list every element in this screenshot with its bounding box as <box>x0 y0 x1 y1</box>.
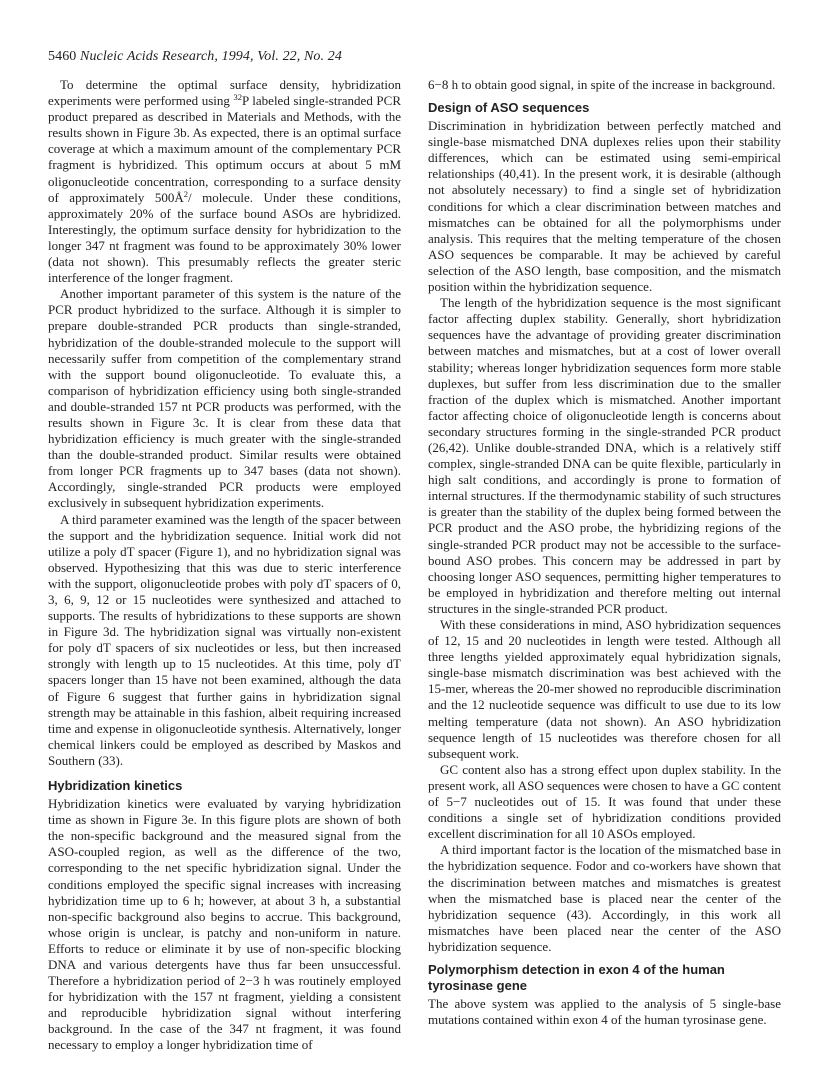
paragraph-continued: 6−8 h to obtain good signal, in spite of the increase in background. <box>428 77 776 92</box>
paragraph-mismatch-location: A third important factor is the location of the mismatched base in the hybridization sequence. Fodor and co-workers have shown that the discrimination between matches and mismatches is greatest when the mismatched base is placed near the center of the hybridization sequence (43). Accordingly, in this work all mismatches have been placed near the center of the ASO hybridization sequence. <box>428 842 781 954</box>
paragraph-considerations: With these considerations in mind, ASO hybridization sequences of 12, 15 and 20 nucleotides in length were tested. Although all three lengths yielded approximately equal hybridization signals, single-base mismatch discrimination was best achieved with the 15-mer, whereas the 20-mer showed no reproducible discrimination and the 12 nucleotide sequence was difficult to use due to its low melting temperature (data not shown). An ASO hybridization sequence length of 15 nucleotides was therefore chosen for all subsequent work. <box>428 617 781 761</box>
running-header <box>48 49 342 65</box>
paragraph-pcr-product: Another important parameter of this system is the nature of the PCR product hybridized to the surface. Although it is simpler to prepare double-stranded PCR products than single-stranded, hybridization of the double-stranded molecule to the support will necessarily suffer from competition of the complementary strand with the support bound oligonucleotide. To evaluate this, a comparison of hybridization efficiency using both single-stranded and double-stranded 157 nt PCR products was performed, with the results shown in Figure 3c. It is clear from these data that hybridization efficiency is much greater with the single-stranded than the double-stranded product. Similar results were obtained from longer PCR fragments up to 347 bases (data not shown). Accordingly, single-stranded PCR products were employed exclusively in subsequent hybridization experiments. <box>48 286 401 511</box>
text-span: P labeled single-stranded PCR product prepared as described in Materials and Methods, with the results shown in Figure 3b. As expected, there is an optimal surface coverage at which a maximum amount of the complementary PCR fragment is hybridized. This optimum occurs at about 5 mM oligonucleotide concentration, corresponding to a surface density of approximately 500Å <box>48 93 401 205</box>
section-heading-aso-design: Design of ASO sequences <box>428 100 590 116</box>
paragraph-spacer-length: A third parameter examined was the length of the spacer between the support and the hybridization sequence. Initial work did not utilize a poly dT spacer (Figure 1), and no hybridization signal was observed. Hypothesizing that this was due to steric interference with the support, oligonucleotide probes with poly dT spacers of 0, 3, 6, 9, 12 or 15 nucleotides were synthesized and attached to supports. The results of hybridizations to these supports are shown in Figure 3d. The hybridization signal was virtually non-existent for poly dT spacers of six nucleotides or less, but then increased strongly with length up to 15 nucleotides. At this time, poly dT spacers longer than 15 have not been examined, although the data of Figure 6 suggest that further gains in hybridization signal strength may be attainable in this fashion, albeit requiring increased time and expense in oligonucleotide synthesis. Alternatively, longer chemical linkers could be employed as described by Maskos and Southern (33). <box>48 511 401 768</box>
paragraph-discrimination: Discrimination in hybridization between perfectly matched and single-base mismatched DNA duplexes relies upon their stability differences, which can be estimated using semi-empirical relationships (40,41). In the present work, it is desirable (although not absolutely necessary) to find a single set of hybridization conditions for which a clear discrimination between matches and mismatches can be obtained for all the polymorphisms under analysis. This requires that the melting temperature of the chosen ASO sequences be comparable. It may be achieved by careful selection of the ASO length, base composition, and the mismatch position within the hybridization sequence. <box>428 118 781 295</box>
right-column <box>428 77 781 1028</box>
text-span: To determine the optimal surface density, hybridization experiments were performed using <box>48 77 401 109</box>
paragraph-gc-content: GC content also has a strong effect upon duplex stability. In the present work, all ASO sequences were chosen to have a GC content of 5−7 nucleotides out of 15. It was found that under these conditions a single set of hybridization conditions provided excellent discrimination for all 10 ASOs employed. <box>428 761 781 842</box>
superscript: 32 <box>233 92 242 103</box>
left-column <box>48 77 401 1054</box>
paragraph-tyrosinase: The above system was applied to the analysis of 5 single-base mutations contained within exon 4 of the human tyrosinase gene. <box>428 995 781 1028</box>
superscript: 2 <box>183 188 188 199</box>
paragraph-surface-density <box>48 77 401 286</box>
text-span: / molecule. Under these conditions, approximately 20% of the surface bound ASOs are hybridized. Interestingly, the optimum surface density for hybridization to the longer 347 nt fragment was found to be approximately 30% lower (data not shown). This presumably reflects the greater steric interference of the longer fragment. <box>48 189 401 286</box>
paragraph-sequence-length: The length of the hybridization sequence is the most significant factor affecting duplex stability. Generally, short hybridization sequences have the advantage of providing greater discrimination between matches and mismatches, but at a cost of lower overall stability; whereas longer hybridization sequences form more stable duplexes, but suffer from less discrimination due to the smaller fraction of the duplex which is mismatched. Another important factor affecting choice of oligonucleotide length is concerns about secondary structures forming in the single-stranded PCR product (26,42). Unlike double-stranded DNA, which is a relatively stiff complex, single-stranded DNA can be quite flexible, particularly in high salt conditions, and accordingly is prone to formation of internal structures. If the thermodynamic stability of such structures is greater than the stability of the duplex being formed between the PCR product and the ASO probe, the hybridizing regions of the single-stranded PCR product may not be accessible to the surface-bound ASO probes. This concern may be addressed in part by choosing longer ASO sequences, permitting higher temperatures to be employed in hybridization and therefore melting out internal structures in the single-stranded PCR product. <box>428 295 781 616</box>
journal-citation: Nucleic Acids Research, 1994, Vol. 22, No. 24 <box>80 49 342 64</box>
section-heading-polymorphism: Polymorphism detection in exon 4 of the human tyrosinase gene <box>428 961 725 993</box>
page-number: 5460 <box>48 49 77 64</box>
paragraph-kinetics: Hybridization kinetics were evaluated by varying hybridization time as shown in Figure 3e. In this figure plots are shown of both the non-specific background and the measured signal from the ASO-coupled region, as well as the difference of the two, corresponding to the net specific hybridization signal. Under the conditions employed the specific signal increases with increasing hybridization time up to 6 h; however, at about 3 h, a substantial non-specific background also begins to accrue. This background, whose origin is unclear, is patchy and non-uniform in nature. Efforts to reduce or eliminate it by use of non-specific blocking DNA and various detergents have thus far been unsuccessful. Therefore a hybridization period of 2−3 h was routinely employed for hybridization with the 157 nt fragment, yielding a consistent and reproducible hybridization signal without interfering background. In the case of the 347 nt fragment, it was found necessary to employ a longer hybridization time of <box>48 796 401 1053</box>
section-heading-kinetics: Hybridization kinetics <box>48 778 183 794</box>
